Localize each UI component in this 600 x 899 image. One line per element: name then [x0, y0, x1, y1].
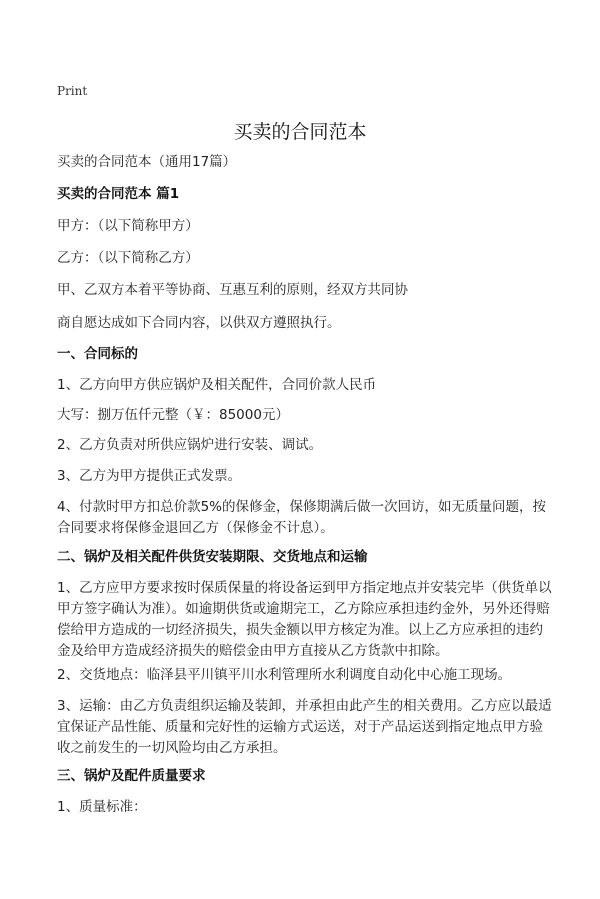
intro-line-1: 甲、乙双方本着平等协商、互惠互利的原则，经双方共同协 — [57, 282, 408, 298]
party-a-line: 甲方：（以下简称甲方） — [57, 218, 199, 234]
clause-3-1: 1、质量标准： — [57, 799, 147, 815]
clause-2-1: 1、乙方应甲方要求按时保质保量的将设备运到甲方指定地点并安装完毕（供货单以甲方签字确认为准）。如逾期供货或逾期完工，乙方除应承担违约金外，另外还得赔偿给甲方造成的一切经济损失，损失金额以甲方核定为准。以上乙方应承担的违约金及给甲方造成经济损失的赔偿金由甲方直接从乙方货款中扣除。 — [57, 580, 552, 659]
clause-2-2: 2、交货地点：临泽县平川镇平川水利管理所水利调度自动化中心施工现场。 — [57, 667, 512, 683]
clause-2-3: 3、运输：由乙方负责组织运输及装卸，并承担由此产生的相关费用。乙方应以最适宜保证产品性能、质量和完好性的运输方式运送，对于产品运送到指定地点甲方验收之前发生的一切风险均由乙方承担。 — [57, 698, 552, 756]
clause-1-3: 3、乙方为甲方提供正式发票。 — [57, 468, 242, 484]
heading-delivery: 二、锅炉及相关配件供货安装期限、交货地点和运输 — [57, 549, 368, 565]
clause-1-amount: 大写：捌万伍仟元整（￥：85000元） — [57, 407, 289, 423]
clause-1-1: 1、乙方向甲方供应锅炉及相关配件，合同价款人民币 — [57, 377, 377, 393]
clause-1-2: 2、乙方负责对所供应锅炉进行安装、调试。 — [57, 437, 323, 453]
intro-line-2: 商自愿达成如下合同内容，以供双方遵照执行。 — [57, 315, 341, 331]
print-label: Print — [57, 84, 88, 98]
clause-1-4: 4、付款时甲方扣总价款5%的保修金，保修期满后做一次回访，如无质量问题，按合同要求将保修金退回乙方（保修金不计息）。 — [57, 499, 547, 536]
document-subtitle: 买卖的合同范本（通用17篇） — [57, 154, 237, 170]
section-title: 买卖的合同范本 篇1 — [57, 186, 180, 202]
heading-contract-subject: 一、合同标的 — [57, 346, 138, 362]
heading-quality: 三、锅炉及配件质量要求 — [57, 768, 206, 784]
document-title: 买卖的合同范本 — [233, 121, 367, 143]
party-b-line: 乙方：（以下简称乙方） — [57, 250, 199, 266]
